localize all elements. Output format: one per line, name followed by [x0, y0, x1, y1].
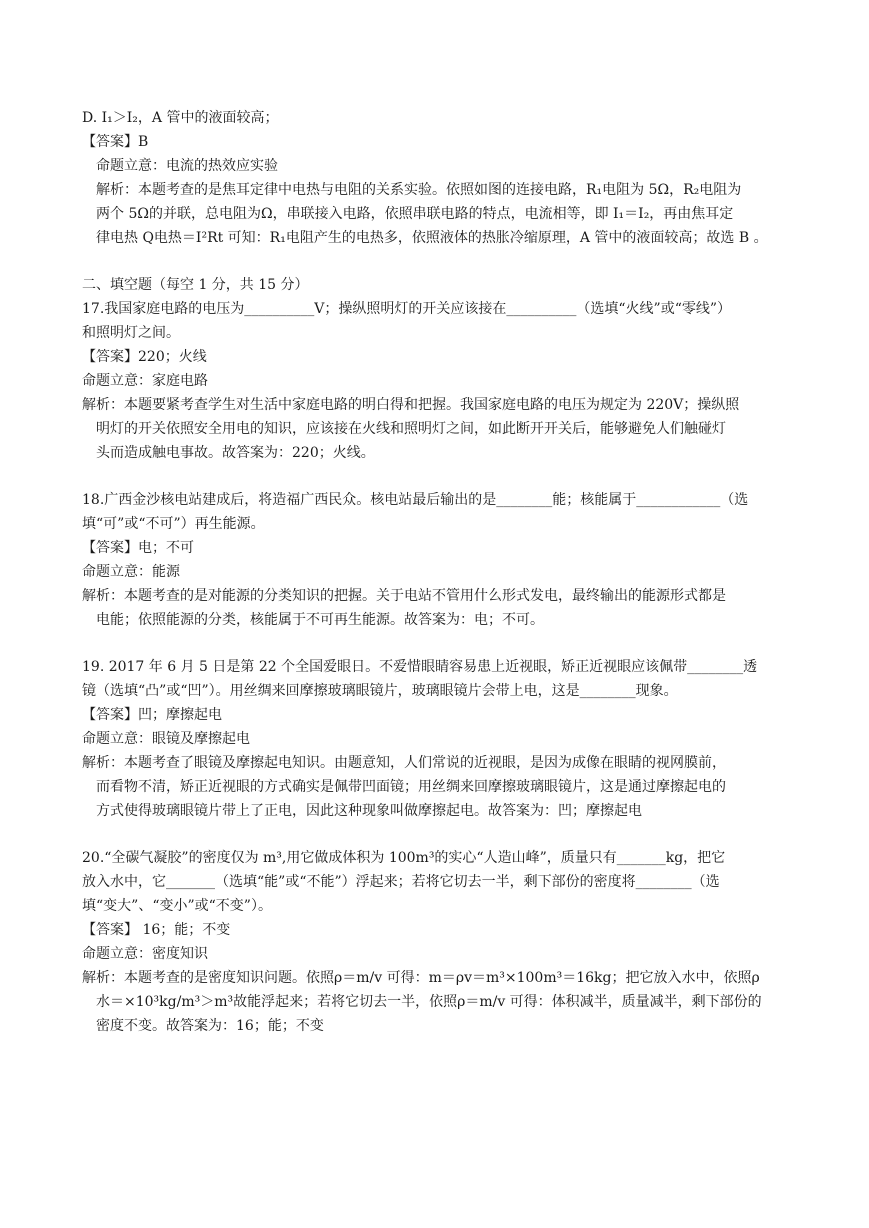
text-line: 【答案】凹；摩擦起电 [82, 707, 222, 723]
text-line: 放入水中，它_______（选填“能”或“不能”）浮起来；若将它切去一半，剩下部份的密度将________（选 [82, 874, 720, 890]
text-line: 【答案】 16；能；不变 [82, 922, 231, 938]
text-line: 两个 5Ω的并联，总电阻为Ω，串联接入电路，依照串联电路的特点，电流相等，即 I₁＝I₂，再由焦耳定 [96, 206, 734, 222]
text-line: 密度不变。故答案为：16；能；不变 [96, 1018, 324, 1034]
text-line: 水＝×10³kg/m³＞m³故能浮起来；若将它切去一半，依照ρ＝m/v 可得：体积减半，质量减半，剩下部份的 [96, 994, 762, 1010]
text-line: 17.我国家庭电路的电压为__________V；操纵照明灯的开关应该接在__________（选填“火线”或“零线”） [82, 301, 732, 317]
text-line: 【答案】220；火线 [82, 349, 207, 365]
text-line: 而看物不清，矫正近视眼的方式确实是佩带凹面镜；用丝绸来回摩擦玻璃眼镜片，这是通过摩擦起电的 [96, 779, 726, 795]
text-line: 方式使得玻璃眼镜片带上了正电，因此这种现象叫做摩擦起电。故答案为：凹；摩擦起电 [96, 803, 642, 819]
text-line: 命题立意：密度知识 [82, 946, 208, 962]
text-line: 19. 2017 年 6 月 5 日是第 22 个全国爱眼日。不爱惜眼睛容易患上近视眼，矫正近视眼应该佩带________透 [82, 659, 758, 675]
text-line: 明灯的开关依照安全用电的知识，应该接在火线和照明灯之间，如此断开开关后，能够避免人们触碰灯 [96, 421, 726, 437]
text-line: 命题立意：电流的热效应实验 [96, 158, 278, 174]
text-line: 填“变大”、“变小”或“不变”）。 [82, 898, 272, 914]
text-line: 解析：本题考查了眼镜及摩擦起电知识。由题意知，人们常说的近视眼，是因为成像在眼睛的视网膜前， [82, 755, 726, 771]
text-line: 镜（选填“凸”或“凹”）。用丝绸来回摩擦玻璃眼镜片，玻璃眼镜片会带上电，这是________现象。 [82, 683, 678, 699]
text-line: 填“可”或“不可”）再生能源。 [82, 516, 265, 532]
text-line: 18.广西金沙核电站建成后，将造福广西民众。核电站最后输出的是________能；核能属于____________（选 [82, 492, 749, 508]
text-line: 律电热 Q电热＝I²Rt 可知：R₁电阻产生的电热多，依照液体的热胀冷缩原理，A 管中的液面较高；故选 B 。 [96, 230, 768, 246]
text-line: 二、填空题（每空 1 分，共 15 分） [82, 277, 309, 293]
text-line: 命题立意：能源 [82, 564, 180, 580]
text-line: 和照明灯之间。 [82, 325, 180, 341]
text-line: 电能；依照能源的分类，核能属于不可再生能源。故答案为：电；不可。 [96, 612, 544, 628]
text-line: 解析：本题考查的是密度知识问题。依照ρ＝m/v 可得：m＝ρv＝m³×100m³＝16kg；把它放入水中，依照ρ [82, 970, 760, 986]
text-line: 解析：本题要紧考查学生对生活中家庭电路的明白得和把握。我国家庭电路的电压为规定为 220V；操纵照 [82, 397, 740, 413]
text-line: D. I₁＞I₂，A 管中的液面较高； [82, 110, 279, 126]
text-line: 头而造成触电事故。故答案为：220；火线。 [96, 445, 375, 461]
text-line: 命题立意：眼镜及摩擦起电 [82, 731, 250, 747]
text-line: 命题立意：家庭电路 [82, 373, 208, 389]
text-line: 【答案】电；不可 [82, 540, 194, 556]
text-line: 解析：本题考查的是对能源的分类知识的把握。关于电站不管用什么形式发电，最终输出的能源形式都是 [82, 588, 726, 604]
text-line: 解析：本题考查的是焦耳定律中电热与电阻的关系实验。依照如图的连接电路，R₁电阻为 5Ω，R₂电阻为 [96, 182, 742, 198]
text-line: 20.“全碳气凝胶”的密度仅为 m³,用它做成体积为 100m³的实心“人造山峰”，质量只有_______kg，把它 [82, 850, 726, 866]
text-line: 【答案】B [82, 134, 149, 150]
